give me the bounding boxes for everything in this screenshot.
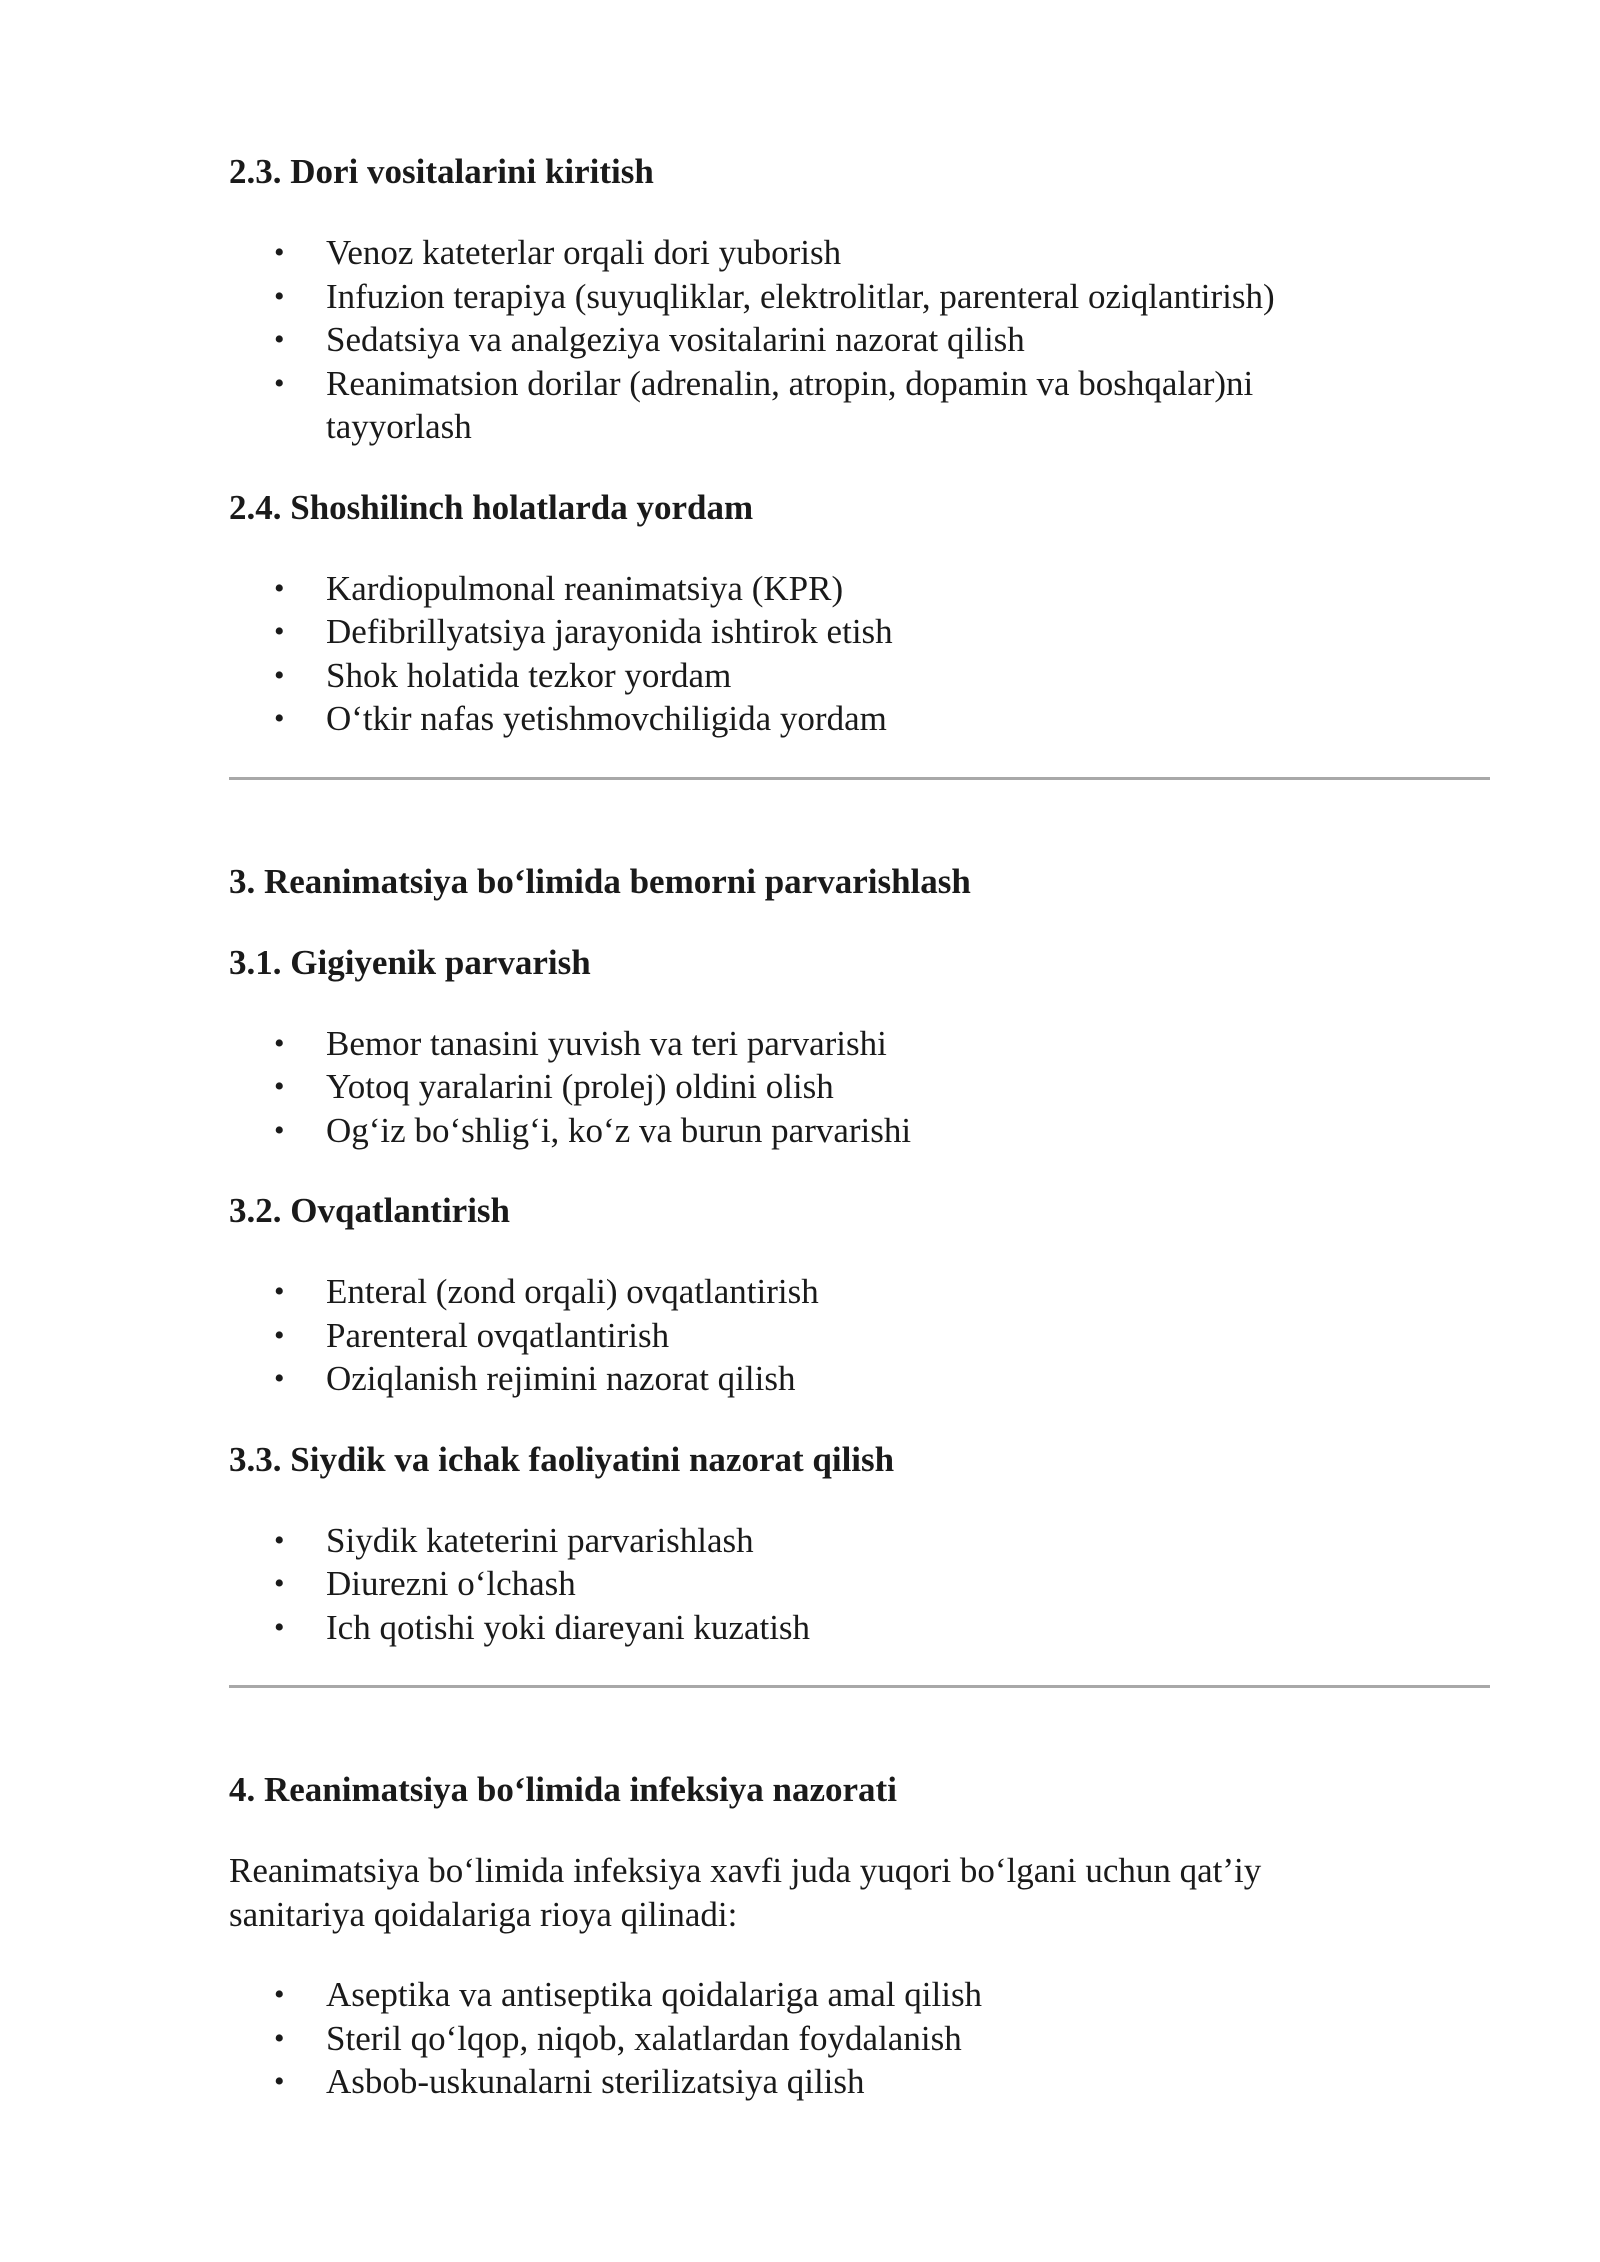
list-2-3 [229, 231, 1489, 449]
list-item: • Diurezni o‘lchash [229, 1562, 1489, 1606]
list-item: • Siydik kateterini parvarishlash [229, 1519, 1489, 1563]
heading-3: 3. Reanimatsiya bo‘limida bemorni parvarishlash [229, 861, 971, 901]
heading-4: 4. Reanimatsiya bo‘limida infeksiya nazorati [229, 1770, 897, 1809]
list-item: • Oziqlanish rejimini nazorat qilish [229, 1357, 1489, 1401]
list-3-3 [229, 1519, 1489, 1650]
horizontal-divider [229, 1685, 1490, 1688]
list-item: • O‘tkir nafas yetishmovchiligida yordam [229, 697, 1489, 741]
list-item: • Enteral (zond orqali) ovqatlantirish [229, 1270, 1489, 1314]
list-item: • Yotoq yaralarini (prolej) oldini olish [229, 1065, 1489, 1109]
list-item: • Steril qo‘lqop, niqob, xalatlardan foydalanish [229, 2017, 1489, 2061]
list-4 [229, 1973, 1489, 2104]
heading-2-3: 2.3. Dori vositalarini kiritish [229, 152, 654, 191]
horizontal-divider [229, 777, 1490, 780]
document-page [229, 150, 1489, 2104]
heading-2-4: 2.4. Shoshilinch holatlarda yordam [229, 487, 754, 527]
section-4-paragraph: Reanimatsiya bo‘limida infeksiya xavfi juda yuqori bo‘lgani uchun qat’iy sanitariya qoidalariga rioya qilinadi: [229, 1851, 1262, 1934]
heading-3-1: 3.1. Gigiyenik parvarish [229, 942, 591, 982]
list-item: • Bemor tanasini yuvish va teri parvarishi [229, 1022, 1489, 1066]
list-item: • Defibrillyatsiya jarayonida ishtirok etish [229, 610, 1489, 654]
heading-3-3: 3.3. Siydik va ichak faoliyatini nazorat qilish [229, 1439, 895, 1479]
heading-3-2: 3.2. Ovqatlantirish [229, 1191, 511, 1230]
list-item: • Infuzion terapiya (suyuqliklar, elektrolitlar, parenteral oziqlantirish) [229, 275, 1489, 319]
list-item: • Parenteral ovqatlantirish [229, 1314, 1489, 1358]
list-item: • Venoz kateterlar orqali dori yuborish [229, 231, 1489, 275]
list-item: • Aseptika va antiseptika qoidalariga amal qilish [229, 1973, 1489, 2017]
list-item: • Og‘iz bo‘shlig‘i, ko‘z va burun parvarishi [229, 1109, 1489, 1153]
list-2-4 [229, 567, 1489, 741]
list-item: • Ich qotishi yoki diareyani kuzatish [229, 1606, 1489, 1650]
list-item: • Reanimatsion dorilar (adrenalin, atropin, dopamin va boshqalar)ni tayyorlash [229, 362, 1366, 449]
list-item: • Asbob-uskunalarni sterilizatsiya qilish [229, 2060, 1489, 2104]
list-3-1 [229, 1022, 1489, 1153]
list-item: • Kardiopulmonal reanimatsiya (KPR) [229, 567, 1489, 611]
list-3-2 [229, 1270, 1489, 1401]
list-item: • Shok holatida tezkor yordam [229, 654, 1489, 698]
list-item: • Sedatsiya va analgeziya vositalarini nazorat qilish [229, 318, 1489, 362]
